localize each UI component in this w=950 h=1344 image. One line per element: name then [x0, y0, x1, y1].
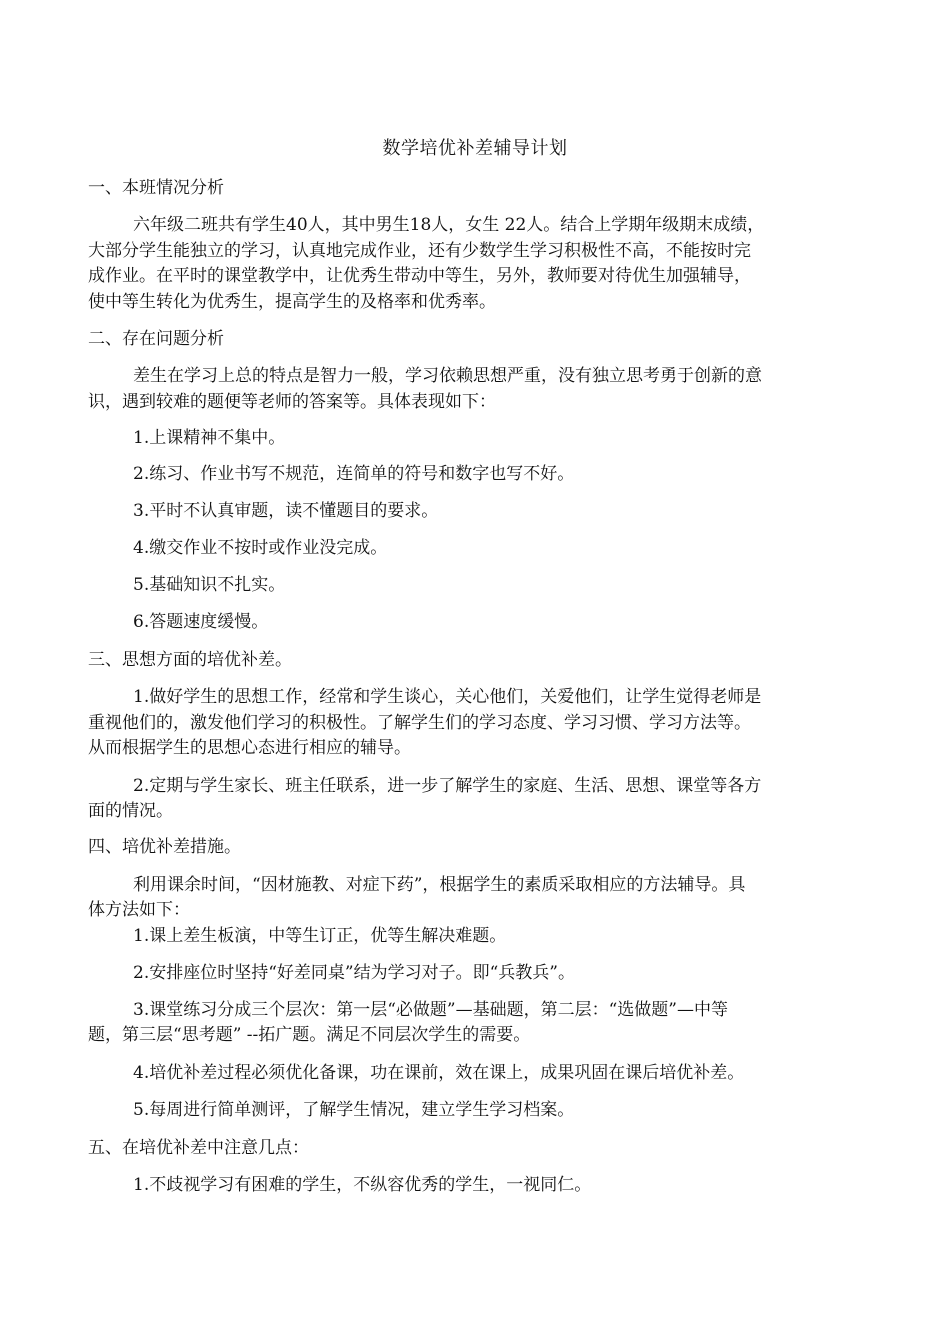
list-item: 2.安排座位时坚持“好差同桌”结为学习对子。即“兵教兵”。 — [133, 963, 575, 983]
paragraph-line: 体方法如下： — [88, 900, 190, 920]
list-item: 1.课上差生板演，中等生订正，优等生解决难题。 — [133, 926, 507, 946]
paragraph-line: 从而根据学生的思想心态进行相应的辅导。 — [88, 738, 411, 758]
paragraph-line: 题，第三层“思考题” --拓广题。满足不同层次学生的需要。 — [88, 1025, 531, 1045]
document-title: 数学培优补差辅导计划 — [382, 138, 568, 159]
section-heading-5: 五、在培优补差中注意几点： — [88, 1138, 309, 1158]
paragraph-line: 六年级二班共有学生40人，其中男生18人，女生 22人。结合上学期年级期末成绩， — [133, 215, 765, 235]
section-heading-1: 一、本班情况分析 — [88, 178, 224, 198]
list-item: 5.基础知识不扎实。 — [133, 575, 286, 595]
list-item: 4.缴交作业不按时或作业没完成。 — [133, 538, 388, 558]
paragraph-line: 重视他们的，激发他们学习的积极性。了解学生们的学习态度、学习习惯、学习方法等。 — [88, 713, 751, 733]
list-item: 1.不歧视学习有困难的学生，不纵容优秀的学生，一视同仁。 — [133, 1175, 592, 1195]
list-item: 3.平时不认真审题，读不懂题目的要求。 — [133, 501, 439, 521]
paragraph-line: 差生在学习上总的特点是智力一般，学习依赖思想严重，没有独立思考勇于创新的意 — [133, 366, 762, 386]
paragraph-line: 1.做好学生的思想工作，经常和学生谈心，关心他们，关爱他们，让学生觉得老师是 — [133, 687, 762, 707]
paragraph-line: 大部分学生能独立的学习，认真地完成作业，还有少数学生学习积极性不高，不能按时完 — [88, 241, 751, 261]
list-item: 1.上课精神不集中。 — [133, 428, 286, 448]
list-item: 3.课堂练习分成三个层次：第一层“必做题”—基础题，第二层：“选做题”—中等 — [133, 1000, 728, 1020]
paragraph-line: 识，遇到较难的题便等老师的答案等。具体表现如下： — [88, 392, 496, 412]
section-heading-3: 三、思想方面的培优补差。 — [88, 650, 292, 670]
paragraph-line: 2.定期与学生家长、班主任联系，进一步了解学生的家庭、生活、思想、课堂等各方 — [133, 776, 762, 796]
list-item: 4.培优补差过程必须优化备课，功在课前，效在课上，成果巩固在课后培优补差。 — [133, 1063, 745, 1083]
section-heading-2: 二、存在问题分析 — [88, 329, 224, 349]
paragraph-line: 使中等生转化为优秀生，提高学生的及格率和优秀率。 — [88, 292, 496, 312]
section-heading-4: 四、培优补差措施。 — [88, 837, 241, 857]
list-item: 6.答题速度缓慢。 — [133, 612, 269, 632]
paragraph-line: 利用课余时间，“因材施教、对症下药”，根据学生的素质采取相应的方法辅导。具 — [133, 875, 746, 895]
paragraph-line: 成作业。在平时的课堂教学中，让优秀生带动中等生，另外，教师要对待优生加强辅导， — [88, 266, 751, 286]
paragraph-line: 面的情况。 — [88, 801, 173, 821]
list-item: 2.练习、作业书写不规范，连简单的符号和数字也写不好。 — [133, 464, 575, 484]
list-item: 5.每周进行简单测评，了解学生情况，建立学生学习档案。 — [133, 1100, 575, 1120]
